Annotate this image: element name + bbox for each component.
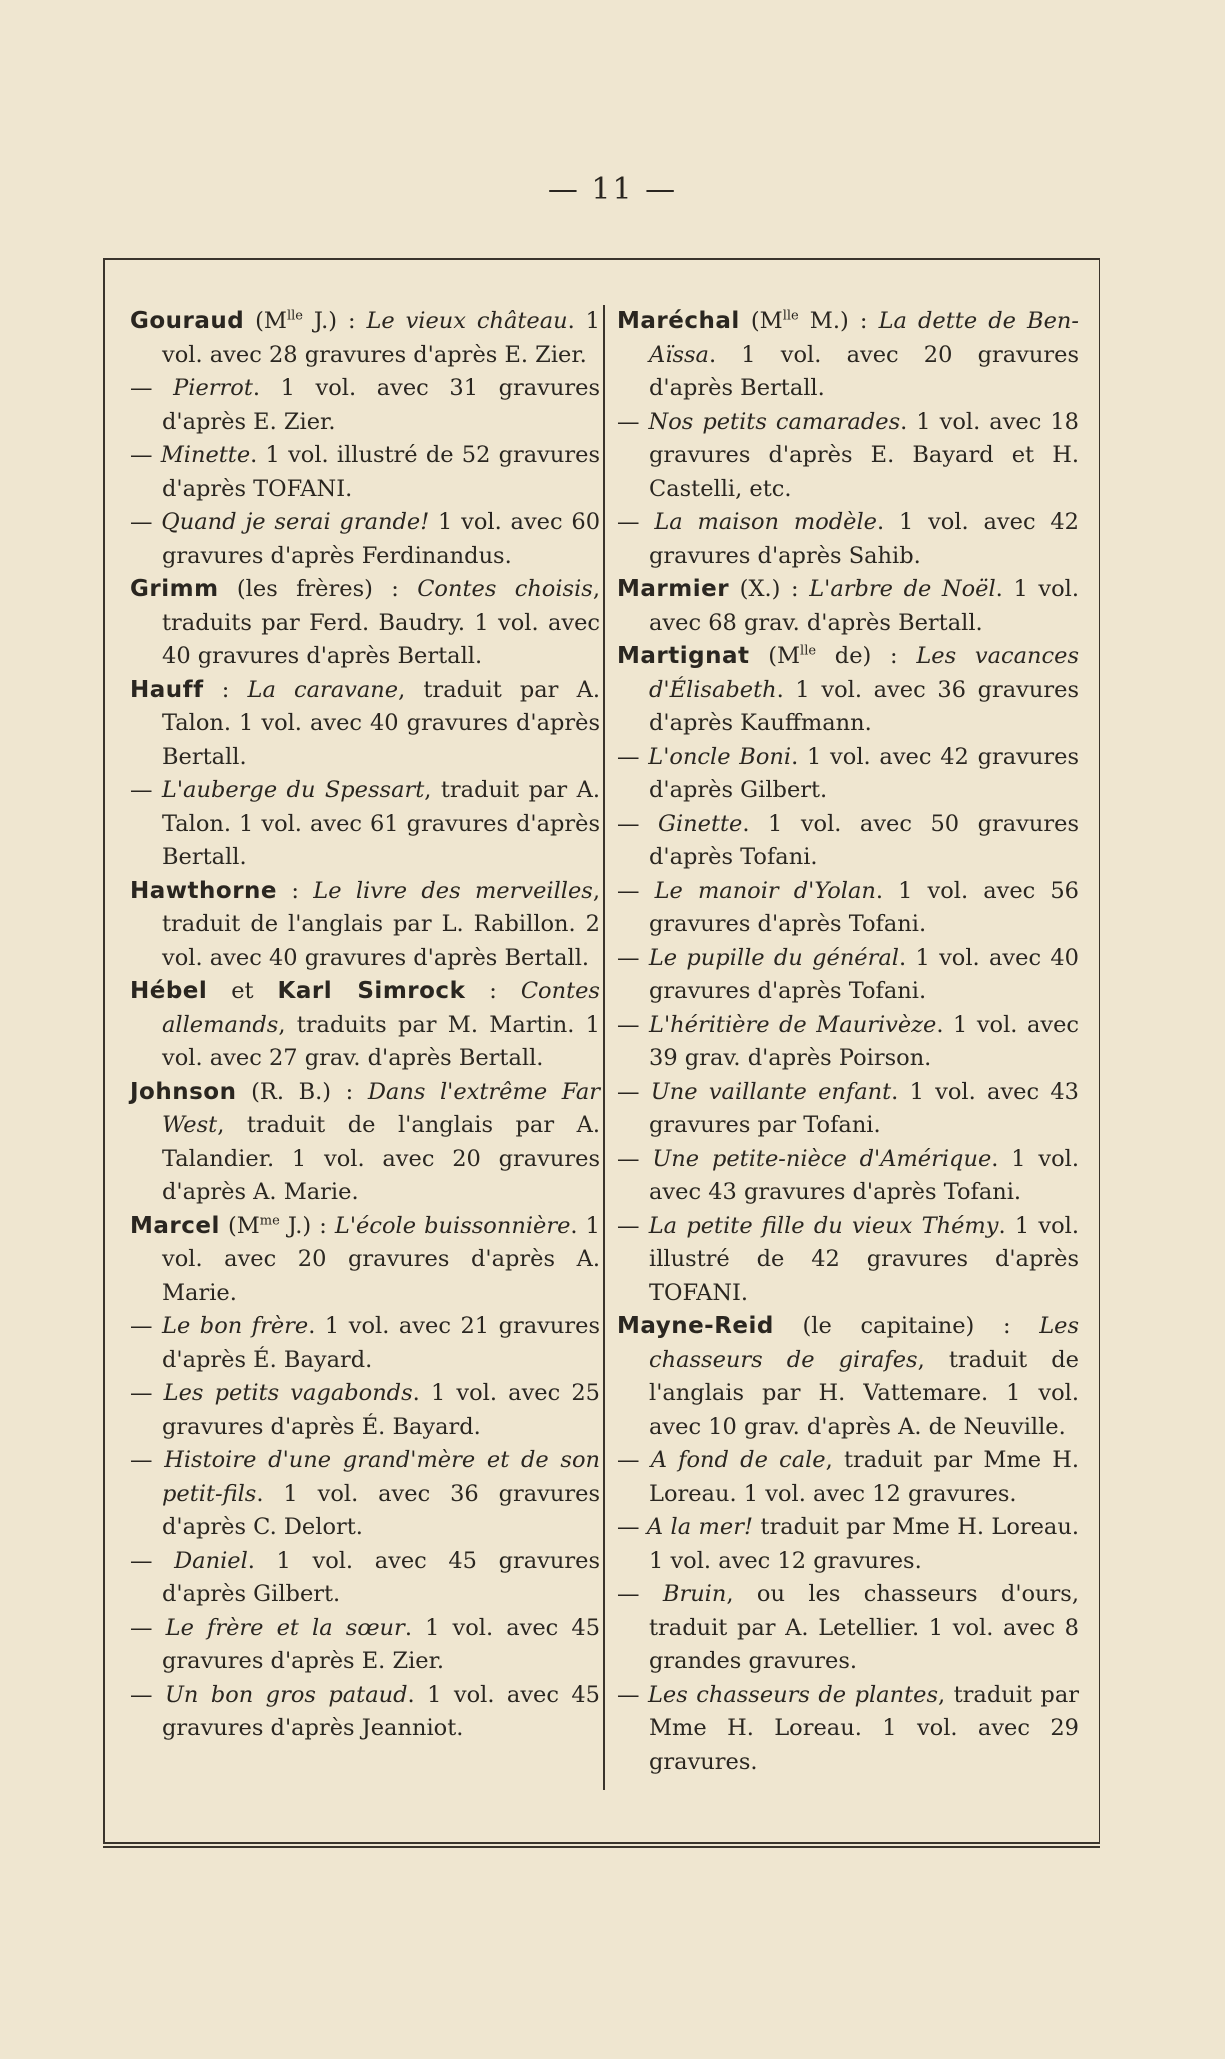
entry-author: Grimm [130,576,219,602]
entry-prefix: — [130,375,174,401]
entry-details: . 1 vol. avec 36 gravures d'après Kauffmann. [649,676,1079,736]
entry-title: Quand je serai grande! [161,509,430,535]
entry-title: Minette [160,442,251,468]
entry-prefix: — [130,442,161,468]
catalogue-entry [617,640,1079,741]
catalogue-entry [130,506,601,573]
entry-prefix: — [130,509,162,535]
entry-details: traduit par Mme H. Loreau. 1 vol. avec 12 gravures. [649,1514,1079,1574]
catalogue-entry [130,1310,600,1377]
entry-author: Maréchal [617,308,740,334]
entry-author: Mayne-Reid [617,1313,774,1339]
entry-title-abbrev: me [259,1213,280,1228]
entry-title: Les chasseurs de girafes [649,1313,1079,1373]
entry-prefix-end: M.) : [798,308,879,334]
entry-details: . 1 vol. avec 50 gravures d'après Tofani. [649,810,1079,870]
catalogue-entry [617,1444,1080,1511]
entry-prefix: — [130,777,162,803]
entry-details: , traduit par Mme H. Loreau. 1 vol. avec 12 gravures. [649,1447,1080,1507]
entry-prefix: — [617,1514,647,1540]
entry-title: Les petits vagabonds [163,1380,413,1406]
entry-title: Un bon gros pataud [164,1681,408,1708]
catalogue-entry [617,506,1079,573]
entry-title: Le bon frère [162,1313,309,1339]
entry-title: A la mer! [646,1514,754,1540]
entry-prefix: — [617,1145,653,1172]
entry-author: Johnson [130,1078,237,1105]
entry-author: Gouraud [130,308,245,334]
entry-title: La caravane [247,676,399,703]
entry-details: . 1 vol. avec 56 gravures d'après Tofani. [649,877,1080,937]
entry-details: . 1 vol. avec 42 gravures d'après Gilbert. [649,743,1080,803]
entry-prefix-end: de) : [816,643,917,669]
entry-prefix: — [617,408,649,435]
entry-details: . 1 vol. illustré de 52 gravures d'après TOFANI. [162,442,600,502]
catalogue-entry [130,372,600,439]
catalogue-entry [130,305,600,372]
entry-details: . 1 vol. avec 31 gravures d'après E. Zier. [162,375,600,435]
entry-title: La petite fille du vieux Thémy [648,1212,999,1239]
entry-title: Une petite-nièce d'Amérique [652,1145,992,1172]
entry-details: . 1 vol. illustré de 42 gravures d'après TOFANI. [649,1212,1079,1306]
entry-title: L'héritière de Maurivèze [649,1011,937,1038]
entry-prefix: — [617,1011,650,1038]
entry-prefix: (X.) : [729,576,810,602]
catalogue-entry [617,1578,1079,1679]
catalogue-entry [617,942,1079,1009]
entry-details: . 1 vol. avec 36 gravures d'après C. Delort. [162,1480,600,1540]
right-column [617,305,1079,1779]
catalogue-entry [130,1679,601,1746]
entry-prefix: (M [219,1212,260,1239]
entry-prefix-end: J.) : [279,1212,335,1239]
entry-prefix: (M [749,643,801,669]
entry-title: Le livre des merveilles [313,877,593,904]
entry-author: Hébel [130,978,208,1004]
entry-prefix: — [130,1313,163,1339]
entry-details: . 1 vol. avec 45 gravures d'après E. Zier. [162,1614,601,1674]
entry-title: Bruin [662,1581,727,1607]
entry-title: L'école buissonnière [334,1212,571,1239]
catalogue-entry [617,1143,1079,1210]
catalogue-entry [617,1009,1080,1076]
entry-prefix-end: J.) : [302,308,367,334]
entry-title: Dans l'extrême Far West [162,1078,601,1138]
catalogue-entry [617,1076,1079,1143]
catalogue-entry [617,808,1079,875]
entry-prefix: — [617,944,649,971]
catalogue-entry [130,439,600,506]
entry-title-abbrev: lle [800,643,817,659]
catalogue-entry [617,573,1079,640]
entry-title: Le manoir d'Yolan [654,877,876,904]
catalogue-entry [130,975,600,1076]
frame-bottom-rule [103,1846,1100,1848]
entry-prefix: — [130,1380,164,1406]
entry-prefix: : [203,676,248,703]
catalogue-entry [617,1511,1079,1578]
left-column [130,305,600,1746]
entry-title-abbrev: lle [782,308,799,324]
entry-title: A fond de cale [650,1447,826,1473]
entry-title: Daniel [174,1547,248,1574]
entry-details: . 1 vol. avec 45 gravures d'après Gilbert. [162,1547,600,1607]
column-divider [603,305,605,1790]
page-number: — 11 — [547,172,678,207]
entry-prefix: — [617,810,658,837]
entry-title: La maison modèle [654,509,877,535]
entry-title: Contes choisis [417,576,593,602]
entry-details: , traduit de l'anglais par A. Talandier. 1 vol. avec 20 gravures d'après A. Marie. [162,1112,600,1205]
entry-details: . 1 vol. avec 43 gravures par Tofani. [649,1078,1079,1138]
entry-title: L'auberge du Spessart [161,777,425,803]
catalogue-entry [130,1444,600,1545]
entry-prefix: — [617,1078,651,1105]
entry-details: . 1 vol. avec 20 gravures d'après Bertall. [649,341,1079,401]
entry-prefix: (le capitaine) : [773,1313,1040,1339]
entry-title: L'arbre de Noël [809,576,996,602]
entry-details: . 1 vol. avec 40 gravures d'après Tofani. [649,944,1079,1004]
entry-separator: : [465,978,521,1004]
entry-prefix: (les frères) : [218,576,418,602]
entry-details: 1 vol. avec 60 gravures d'après Ferdinandus. [162,509,601,569]
entry-title: Histoire d'une grand'mère et de son petit-fils [162,1447,600,1507]
entry-details: . 1 vol. avec 45 gravures d'après Jeanniot. [162,1681,601,1741]
entry-author: Hauff [130,676,204,703]
entry-title: Le vieux château [366,308,568,334]
entry-details: , traduit de l'anglais par H. Vattemare. 1 vol. avec 10 grav. d'après A. de Neuville. [649,1346,1079,1440]
entry-details: , traduits par Ferd. Baudry. 1 vol. avec 40 gravures d'après Bertall. [162,576,600,669]
catalogue-entry [130,875,600,976]
catalogue-entry [130,573,600,674]
catalogue-entry [130,1076,601,1210]
entry-title: Pierrot [173,375,253,401]
entry-details: . 1 vol. avec 18 gravures d'après E. Bayard et H. Castelli, etc. [649,408,1079,502]
entry-details: . 1 vol. avec 28 gravures d'après E. Zier. [162,308,600,368]
entry-details: . 1 vol. avec 43 gravures d'après Tofani. [649,1145,1079,1205]
entry-prefix: — [617,1581,663,1607]
entry-details: . 1 vol. avec 39 grav. d'après Poirson. [649,1011,1080,1071]
catalogue-entry [617,406,1079,507]
entry-details: , traduit de l'anglais par L. Rabillon. 2 vol. avec 40 gravures d'après Bertall. [162,877,600,971]
entry-prefix: (M [739,308,783,334]
entry-author: Hawthorne [130,877,278,904]
entry-prefix: — [617,1212,649,1239]
entry-details: , traduit par Mme H. Loreau. 1 vol. avec 29 gravures. [649,1681,1079,1775]
entry-details: , traduit par A. Talon. 1 vol. avec 40 gravures d'après Bertall. [162,676,600,770]
catalogue-entry [617,741,1080,808]
entry-prefix: — [617,1681,648,1708]
entry-details: , traduit par A. Talon. 1 vol. avec 61 gravures d'après Bertall. [162,777,600,870]
entry-details: . 1 vol. avec 42 gravures d'après Sahib. [649,509,1079,569]
entry-prefix: — [617,877,655,904]
catalogue-entry [617,1679,1079,1780]
catalogue-entry [617,305,1079,406]
entry-title: L'oncle Boni [648,743,792,770]
entry-prefix: — [617,509,655,535]
entry-prefix: (M [244,308,287,334]
entry-author: Marmier [617,576,730,602]
entry-details: . 1 vol. avec 25 gravures d'après É. Bayard. [162,1380,600,1440]
entry-details: . 1 vol. avec 21 gravures d'après É. Bayard. [162,1313,600,1373]
catalogue-entry [617,875,1080,942]
entry-title-abbrev: lle [286,308,303,324]
entry-details: . 1 vol. avec 68 grav. d'après Bertall. [649,576,1079,636]
entry-prefix: (R. B.) : [236,1078,368,1105]
entry-title: Une vaillante enfant [650,1078,892,1105]
entry-title: Les vacances d'Élisabeth [649,643,1079,703]
entry-author: Marcel [130,1212,220,1239]
entry-prefix: — [130,1681,165,1708]
entry-title: Contes allemands [162,978,600,1038]
entry-title: Ginette [658,810,743,837]
entry-prefix: — [617,1447,651,1473]
entry-author: Karl Simrock [277,978,466,1004]
entry-prefix: — [130,1447,165,1473]
catalogue-entry [130,1210,600,1311]
catalogue-entry [617,1310,1079,1444]
entry-title: Les chasseurs de plantes [647,1681,938,1708]
entry-prefix: : [277,877,314,904]
entry-prefix: — [130,1547,175,1574]
entry-prefix: — [617,743,649,770]
entry-details: , ou les chasseurs d'ours, traduit par A. Letellier. 1 vol. avec 8 grandes gravures. [649,1581,1079,1674]
entry-prefix: — [130,1614,166,1641]
entry-title: La dette de Ben-Aïssa [649,308,1079,368]
catalogue-entry [130,774,600,875]
catalogue-entry [617,1210,1079,1311]
catalogue-entry [130,1612,601,1679]
entry-details: , traduits par M. Martin. 1 vol. avec 27 grav. d'après Bertall. [162,1011,600,1071]
entry-title: Le pupille du général [648,944,899,971]
entry-title: Nos petits camarades [648,408,901,435]
catalogue-entry [130,674,600,775]
entry-details: . 1 vol. avec 20 gravures d'après A. Marie. [162,1212,600,1306]
catalogue-entry [130,1377,600,1444]
catalogue-entry [130,1545,600,1612]
entry-author: Martignat [617,643,750,669]
entry-title: Le frère et la sœur [165,1614,405,1641]
entry-prefix: et [207,978,278,1004]
